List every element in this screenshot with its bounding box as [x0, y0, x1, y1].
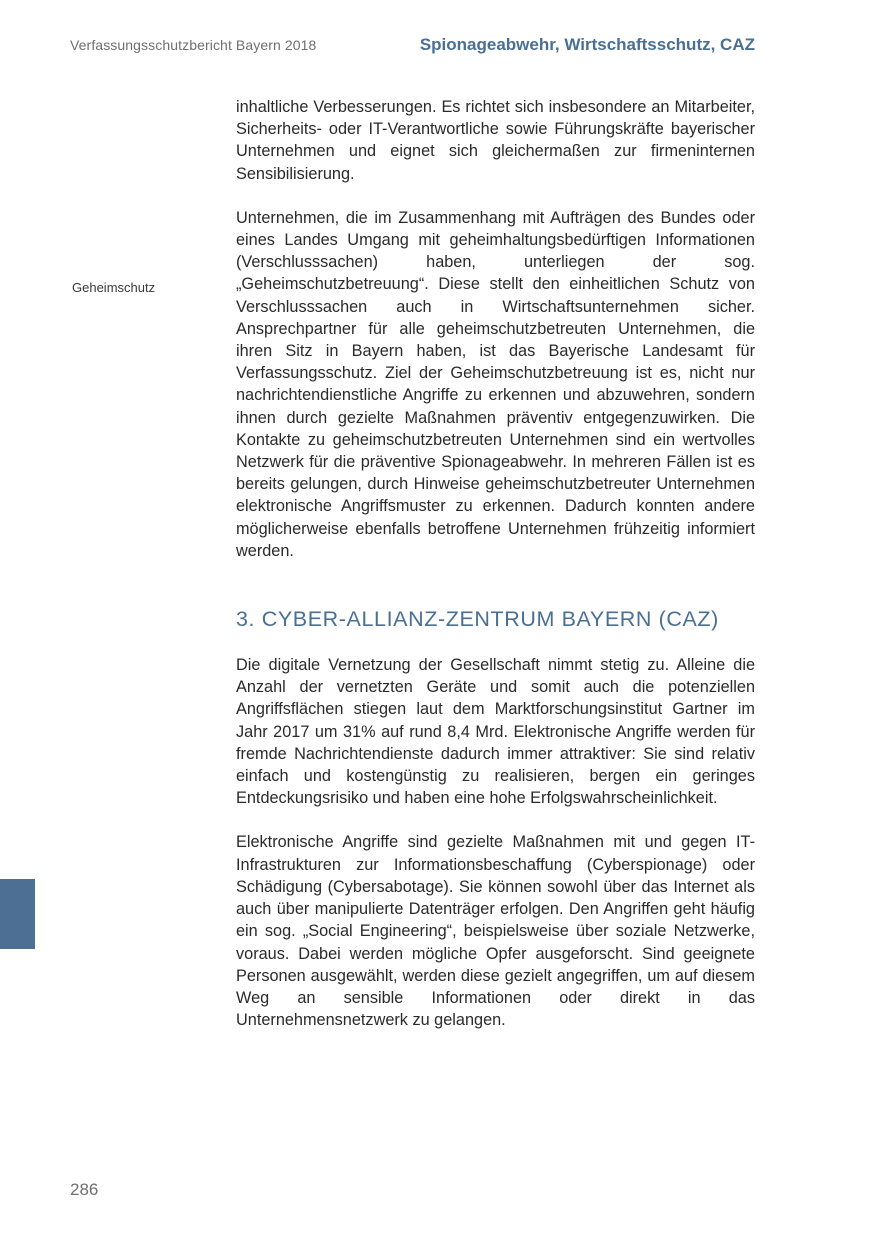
page-number: 286 — [70, 1180, 99, 1199]
running-header-right: Spionageabwehr, Wirtschaftsschutz, CAZ — [419, 35, 755, 54]
running-header-left: Verfassungsschutzbericht Bayern 2018 — [70, 37, 317, 53]
chapter-side-tab — [0, 879, 35, 949]
section-heading: 3. CYBER-ALLIANZ-ZENTRUM BAYERN (CAZ) — [236, 607, 719, 632]
paragraph-1: inhaltliche Verbesserungen. Es richtet sich insbesondere an Mitarbeiter, Sicherheits- oder IT-Verantwortliche sowie Führungskräfte bayerischer Unternehmen und eignet sich gleichermaßen zur firmeninternen Sensibilisierung. — [236, 98, 755, 183]
main-text-column — [236, 96, 755, 1031]
margin-note-geheimschutz: Geheimschutz — [72, 280, 156, 295]
paragraph-3: Die digitale Vernetzung der Gesellschaft nimmt stetig zu. Alleine die Anzahl der vernetzten Geräte und somit auch die potenziellen Angriffsflächen stiegen laut dem Marktforschungsinstitut Gartner im Jahr 2017 um 31% auf rund 8,4 Mrd. Elektronische Angriffe werden für fremde Nachrichtendienste dadurch immer attraktiver: Sie sind relativ einfach und kostengünstig zu realisieren, bergen ein geringes Entdeckungsrisiko und haben eine hohe Erfolgswahrscheinlichkeit. — [236, 656, 755, 808]
paragraph-2: Unternehmen, die im Zusammenhang mit Aufträgen des Bundes oder eines Landes Umgang mit geheimhaltungsbedürftigen Informationen (Verschlusssachen) haben, unterliegen der sog. „Geheimschutzbetreuung“. Diese stellt den einheitlichen Schutz von Verschlusssachen auch in Wirtschaftsunternehmen sicher. Ansprechpartner für alle geheimschutzbetreuten Unternehmen, die ihren Sitz in Bayern haben, ist das Bayerische Landesamt für Verfassungsschutz. Ziel der Geheimschutzbetreuung ist es, nicht nur nachrichtendienstliche Angriffe zu erkennen und abzuwehren, sondern ihnen durch gezielte Maßnahmen präventiv entgegenzuwirken. Die Kontakte zu geheimschutzbetreuten Unternehmen sind ein wertvolles Netzwerk für die präventive Spionageabwehr. In mehreren Fällen ist es bereits gelungen, durch Hinweise geheimschutzbetreuter Unternehmen elektronische Angriffsmuster zu erkennen. Dadurch konnten andere möglicherweise ebenfalls betroffene Unternehmen frühzeitig informiert werden. — [236, 208, 755, 560]
paragraph-4: Elektronische Angriffe sind gezielte Maßnahmen mit und gegen IT-Infrastrukturen zur Informationsbeschaffung (Cyberspionage) oder Schädigung (Cybersabotage). Sie können sowohl über das Internet als auch über manipulierte Datenträger erfolgen. Den Angriffen geht häufig ein sog. „Social Engineering“, beispielsweise über soziale Netzwerke, voraus. Dabei werden mögliche Opfer ausgeforscht. Sind geeignete Personen ausgewählt, werden diese gezielt angegriffen, um auf diesem Weg an sensible Informationen oder direkt in das Unternehmensnetzwerk zu gelangen. — [236, 833, 755, 1030]
